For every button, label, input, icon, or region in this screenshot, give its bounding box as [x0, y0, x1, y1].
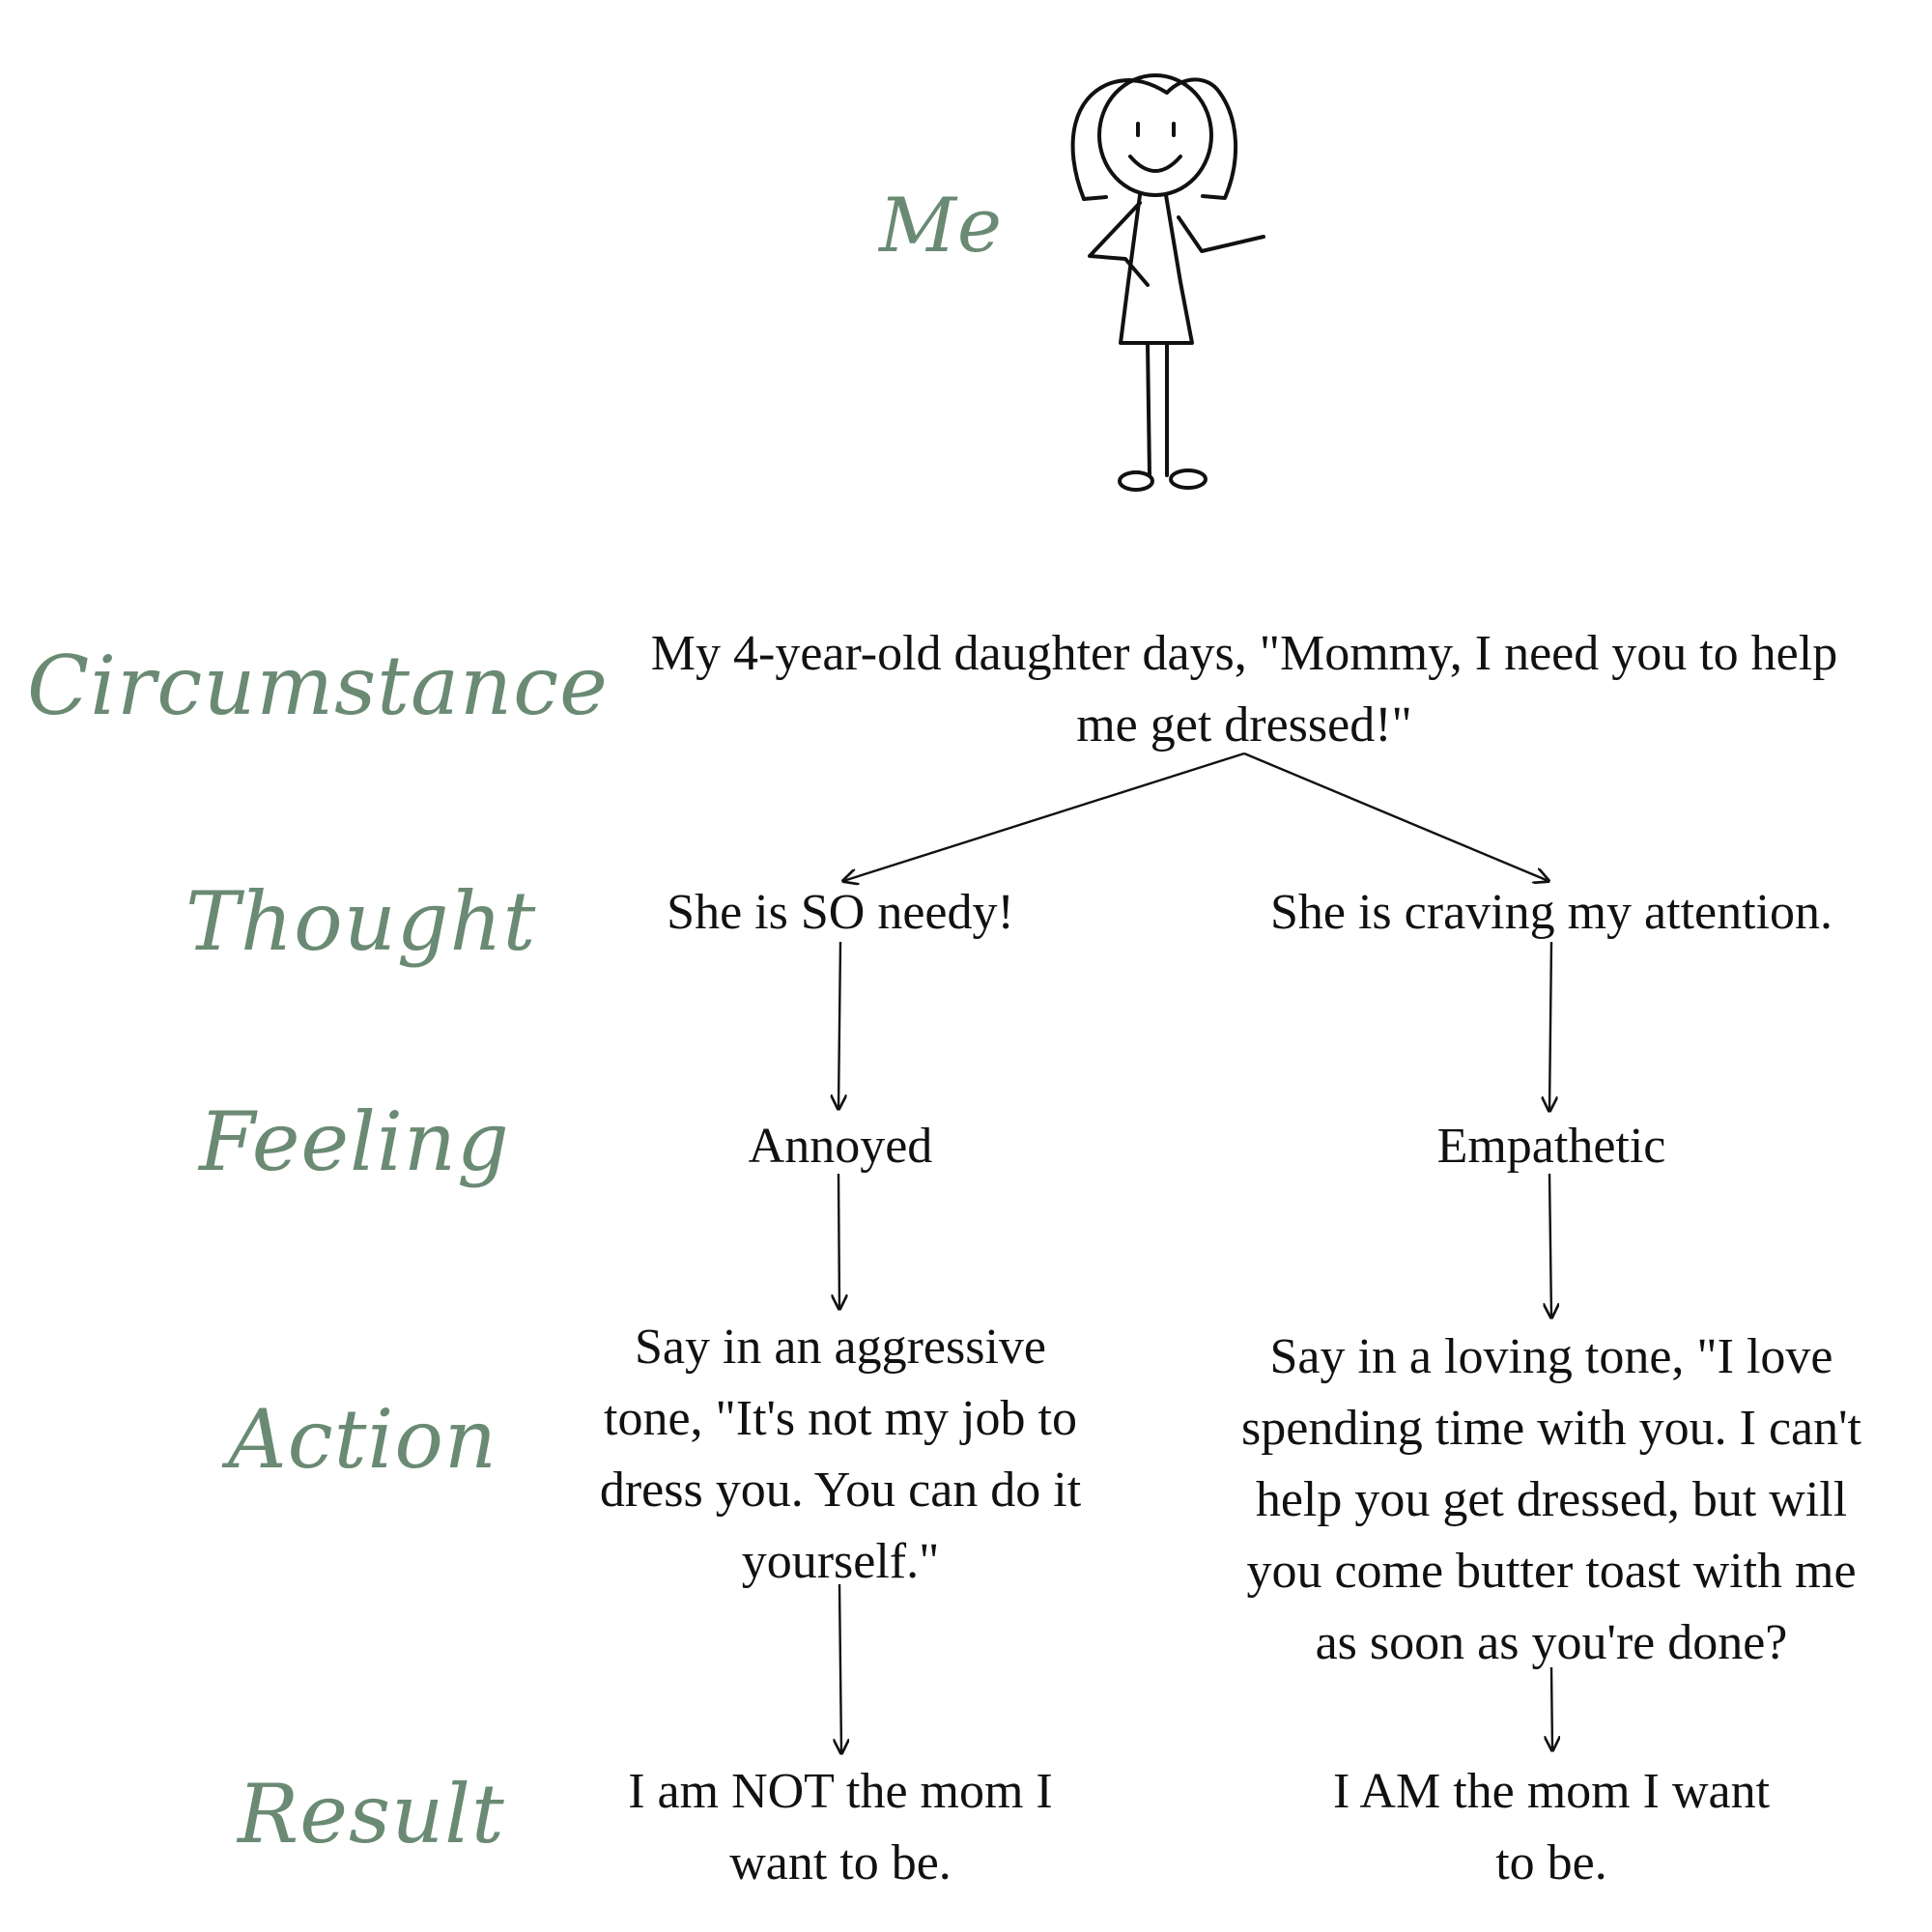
thought-label: Thought — [185, 874, 537, 969]
arrow-left-thought-to-feeling — [838, 942, 840, 1109]
right-action-line-1: Say in a loving tone, "I love — [1269, 1329, 1833, 1384]
stick-figure-woman-icon — [1073, 75, 1264, 490]
me-label: Me — [879, 183, 1004, 270]
right-action-line-2: spending time with you. I can't — [1241, 1401, 1861, 1456]
arrow-left-action-to-result — [839, 1584, 841, 1753]
left-feeling-node: Annoyed — [748, 1119, 933, 1174]
left-result-node — [580, 1756, 1101, 1899]
right-action-node — [1194, 1321, 1909, 1679]
left-action-line-1: Say in an aggressive — [634, 1320, 1046, 1375]
action-label: Action — [228, 1392, 497, 1487]
feeling-label: Feeling — [199, 1094, 510, 1189]
left-action-line-4: yourself." — [741, 1534, 940, 1589]
arrow-right-feeling-to-action — [1549, 1174, 1551, 1318]
right-action-line-4: you come butter toast with me — [1246, 1544, 1857, 1599]
left-result-line-2: want to be. — [729, 1835, 952, 1890]
arrow-right-thought-to-feeling — [1549, 942, 1551, 1111]
right-result-line-1: I AM the mom I want — [1332, 1764, 1771, 1819]
arrow-circumstance-to-left-thought — [843, 753, 1244, 881]
circumstance-line-2: me get dressed!" — [1076, 697, 1412, 753]
left-action-line-2: tone, "It's not my job to — [604, 1391, 1077, 1446]
right-thought-node: She is craving my attention. — [1269, 885, 1833, 940]
arrow-circumstance-to-right-thought — [1244, 753, 1548, 881]
result-label: Result — [238, 1767, 505, 1861]
right-action-line-3: help you get dressed, but will — [1255, 1472, 1848, 1527]
left-result-line-1: I am NOT the mom I — [628, 1764, 1053, 1819]
circumstance-label: Circumstance — [27, 639, 609, 733]
left-action-line-3: dress you. You can do it — [599, 1463, 1082, 1518]
right-feeling-node: Empathetic — [1436, 1119, 1666, 1174]
arrow-left-feeling-to-action — [838, 1174, 839, 1309]
right-action-line-5: as soon as you're done? — [1315, 1615, 1788, 1670]
circumstance-text — [589, 618, 1899, 761]
left-action-node — [560, 1312, 1121, 1598]
right-result-node — [1291, 1756, 1812, 1899]
right-result-line-2: to be. — [1495, 1835, 1607, 1890]
arrow-right-action-to-result — [1551, 1667, 1552, 1750]
left-thought-node: She is SO needy! — [667, 885, 1014, 940]
circumstance-line-1: My 4-year-old daughter days, "Mommy, I need you to help — [650, 626, 1838, 681]
